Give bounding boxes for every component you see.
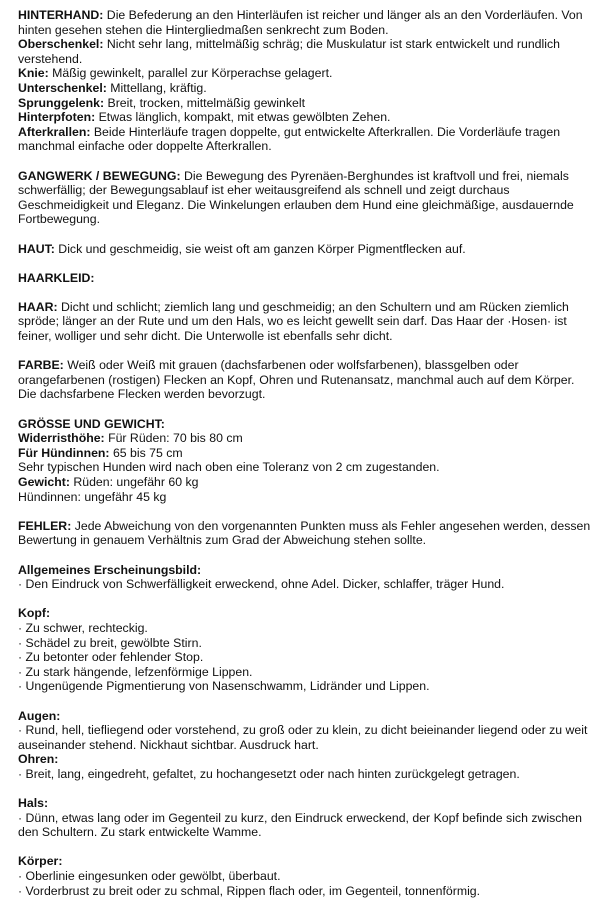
paragraph-gap <box>18 256 592 271</box>
paragraph <box>18 271 592 286</box>
paragraph-gap <box>18 840 592 855</box>
paragraph <box>18 621 592 636</box>
paragraph-heading: FARBE: <box>18 358 64 373</box>
paragraph-gap <box>18 154 592 169</box>
paragraph <box>18 519 592 548</box>
paragraph-heading: Ohren: <box>18 752 59 767</box>
paragraph <box>18 81 592 96</box>
paragraph-text: · Ungenügende Pigmentierung von Nasenschwamm, Lidränder und Lippen. <box>18 679 430 694</box>
paragraph-text: 65 bis 75 cm <box>109 445 183 460</box>
paragraph-text: · Zu stark hängende, lefzenförmige Lippen. <box>18 664 253 679</box>
paragraph-gap <box>18 285 592 300</box>
paragraph-text: Mittellang, kräftig. <box>106 80 207 95</box>
paragraph <box>18 475 592 490</box>
paragraph <box>18 8 592 37</box>
paragraph <box>18 460 592 475</box>
paragraph-gap <box>18 781 592 796</box>
paragraph <box>18 358 592 402</box>
paragraph <box>18 606 592 621</box>
paragraph-heading: Oberschenkel: <box>18 37 104 52</box>
paragraph-heading: Allgemeines Erscheinungsbild: <box>18 562 202 577</box>
paragraph <box>18 665 592 680</box>
paragraph <box>18 300 592 344</box>
paragraph-heading: Gewicht: <box>18 475 70 489</box>
paragraph-text: Nicht sehr lang, mittelmäßig schräg; die Muskulatur ist stark entwickelt und rundlich verstehend. <box>18 37 560 66</box>
paragraph-heading: Unterschenkel: <box>18 80 107 95</box>
paragraph-text: Die Bewegung des Pyrenäen-Berghundes ist kraftvoll und frei, niemals schwerfällig; der Bewegungsablauf ist eher weitausgreifend als schnell und zeigt durchaus Geschmeidigkeit und Eleganz. Die Winkelungen erlauben dem Hund eine gleichmäßige, ausdauernde Fortbewegung. <box>18 168 574 227</box>
paragraph <box>18 110 592 125</box>
paragraph <box>18 490 592 505</box>
paragraph-heading: Knie: <box>18 66 49 81</box>
paragraph-text: · Zu schwer, rechteckig. <box>18 620 148 635</box>
paragraph-text: Weiß oder Weiß mit grauen (dachsfarbenen oder wolfsfarbenen), blassgelben oder orangefarbenen (rostigen) Flecken an Kopf, Ohren und Rutenansatz, manchmal auch auf dem Körper. Die dachsfarbene Flecken werden bevorzugt. <box>18 358 575 402</box>
paragraph <box>18 169 592 227</box>
paragraph-text: Mäßig gewinkelt, parallel zur Körperachse gelagert. <box>48 66 333 81</box>
paragraph-text: Für Rüden: 70 bis 80 cm <box>104 431 243 446</box>
paragraph-text: · Oberlinie eingesunken oder gewölbt, überbaut. <box>18 869 281 884</box>
paragraph <box>18 242 592 257</box>
paragraph-heading: HAARKLEID: <box>18 270 95 285</box>
paragraph-heading: Für Hündinnen: <box>18 445 110 460</box>
paragraph <box>18 125 592 154</box>
paragraph <box>18 723 592 752</box>
paragraph <box>18 709 592 724</box>
paragraph-gap <box>18 592 592 607</box>
paragraph <box>18 563 592 578</box>
paragraph-text: Die Befederung an den Hinterläufen ist reicher und länger als an den Vorderläufen. Von hinten gesehen stehen die Hintergliedmaßen senkrecht zum Boden. <box>18 8 583 37</box>
paragraph <box>18 96 592 111</box>
paragraph-text: Sehr typischen Hunden wird nach oben eine Toleranz von 2 cm zugestanden. <box>18 460 440 475</box>
paragraph <box>18 37 592 66</box>
paragraph <box>18 417 592 432</box>
paragraph-text: · Breit, lang, eingedreht, gefaltet, zu hochangesetzt oder nach hinten zurückgelegt getragen. <box>18 766 520 781</box>
paragraph-text: Etwas länglich, kompakt, mit etwas gewölbten Zehen. <box>95 110 391 125</box>
paragraph-heading: FEHLER: <box>18 518 72 533</box>
paragraph-text: Beide Hinterläufe tragen doppelte, gut entwickelte Afterkrallen. Die Vorderläufe tragen manchmal einfache oder doppelte Afterkrallen. <box>18 124 561 154</box>
paragraph-gap <box>18 548 592 563</box>
paragraph <box>18 636 592 651</box>
paragraph-text: Breit, trocken, mittelmäßig gewinkelt <box>104 95 306 110</box>
paragraph-heading: Widerristhöhe: <box>18 431 105 446</box>
paragraph <box>18 884 592 899</box>
paragraph <box>18 446 592 461</box>
paragraph-heading: HAUT: <box>18 241 55 256</box>
paragraph <box>18 854 592 869</box>
paragraph-gap <box>18 402 592 417</box>
paragraph-gap <box>18 344 592 359</box>
paragraph <box>18 650 592 665</box>
paragraph <box>18 679 592 694</box>
paragraph-heading: Hinterpfoten: <box>18 110 96 125</box>
paragraph-gap <box>18 694 592 709</box>
paragraph <box>18 66 592 81</box>
paragraph-heading: Körper: <box>18 854 63 869</box>
paragraph-heading: Hals: <box>18 796 49 811</box>
paragraph <box>18 811 592 840</box>
paragraph <box>18 796 592 811</box>
paragraph-heading: HAAR: <box>18 299 58 314</box>
paragraph-gap <box>18 504 592 519</box>
paragraph <box>18 752 592 767</box>
paragraph-text: Dick und geschmeidig, sie weist oft am ganzen Körper Pigmentflecken auf. <box>54 241 466 256</box>
paragraph-gap <box>18 227 592 242</box>
paragraph-text: · Dünn, etwas lang oder im Gegenteil zu kurz, den Eindruck erweckend, der Kopf befinde sich zwischen den Schultern. Zu stark entwickelte Wamme. <box>18 810 582 840</box>
paragraph-heading: Kopf: <box>18 606 51 621</box>
paragraph-text: Jede Abweichung von den vorgenannten Punkten muss als Fehler angesehen werden, dessen Bewertung in genauem Verhältnis zum Grad der Abweichung stehen sollte. <box>18 518 591 548</box>
paragraph-text: · Schädel zu breit, gewölbte Stirn. <box>18 635 202 650</box>
paragraph <box>18 869 592 884</box>
paragraph-text: Dicht und schlicht; ziemlich lang und geschmeidig; an den Schultern und am Rücken ziemlich spröde; länger an der Rute und um den Hals, wo es leicht gewellt sein darf. Das Haar der ·Hosen· ist feiner, wolliger und sehr dicht. Die Unterwolle ist ebenfalls sehr dicht. <box>18 299 569 344</box>
paragraph-text: · Rund, hell, tiefliegend oder vorstehend, zu groß oder zu klein, zu dicht beieinander liegend oder zu weit auseinander stehend. Nickhaut sichtbar. Ausdruck hart. <box>18 723 588 752</box>
paragraph-text: · Den Eindruck von Schwerfälligkeit erweckend, ohne Adel. Dicker, schlaffer, träger Hund. <box>18 577 505 592</box>
paragraph <box>18 767 592 782</box>
paragraph-heading: GRÖSSE UND GEWICHT: <box>18 416 165 431</box>
paragraph-text: Hündinnen: ungefähr 45 kg <box>18 489 167 504</box>
paragraph <box>18 577 592 592</box>
paragraph-text: · Zu betonter oder fehlender Stop. <box>18 650 204 665</box>
paragraph-heading: Augen: <box>18 708 61 723</box>
paragraph <box>18 431 592 446</box>
paragraph-text: Rüden: ungefähr 60 kg <box>69 475 199 489</box>
paragraph-heading: Sprunggelenk: <box>18 95 105 110</box>
paragraph-text: · Vorderbrust zu breit oder zu schmal, Rippen flach oder, im Gegenteil, tonnenförmig. <box>18 883 481 898</box>
paragraph-heading: GANGWERK / BEWEGUNG: <box>18 168 181 183</box>
paragraph-heading: Afterkrallen: <box>18 124 91 139</box>
paragraph-heading: HINTERHAND: <box>18 8 104 22</box>
